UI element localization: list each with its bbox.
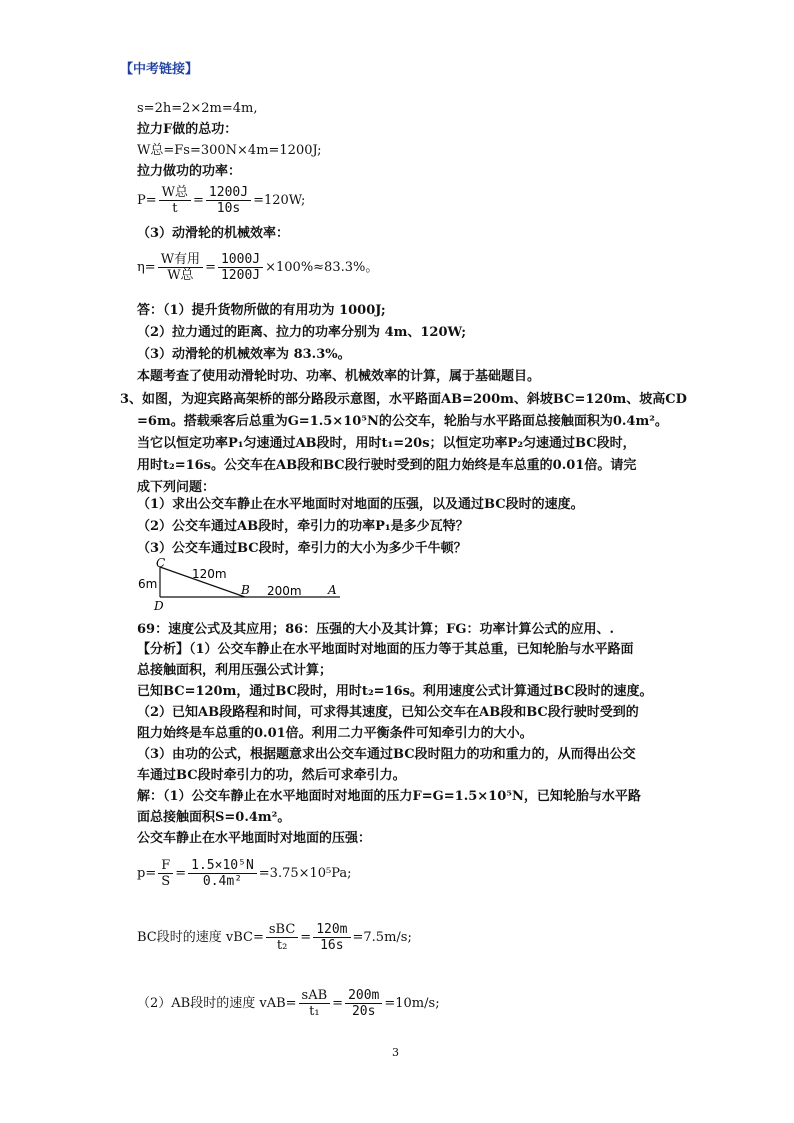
fraction (159, 185, 191, 216)
numerator: 200m (345, 988, 382, 1004)
formula-pressure (137, 858, 352, 889)
formula-text: = (332, 996, 344, 1011)
denominator: 1200J (220, 268, 261, 283)
label-c: C (156, 556, 166, 570)
label-cd-length: 6m (138, 577, 158, 591)
analysis-line: 已知BC=120m，通过BC段时，用时t₂=16s。利用速度公式计算通过BC段时的速度。 (137, 684, 653, 699)
numerator: 1.5×10⁵N (188, 858, 257, 874)
question-line: （3）公交车通过BC段时，牵引力的大小为多少千牛顿？ (137, 541, 467, 556)
text-line: W总=Fs=300N×4m=1200J; (137, 143, 322, 158)
numerator: 1000J (218, 252, 263, 268)
fraction (313, 922, 350, 953)
fraction (158, 858, 173, 889)
slope-diagram (130, 555, 360, 615)
question-line: 3、如图，为迎宾路高架桥的部分路段示意图，水平路面AB=200m、斜坡BC=120m、坡高CD (120, 392, 687, 407)
formula-text: ×100%≈83.3%。 (265, 260, 379, 275)
text-line: （3）动滑轮的机械效率为 83.3%。 (137, 347, 351, 362)
numerator: W有用 (158, 252, 203, 268)
fraction (188, 858, 257, 889)
denominator: 0.4m² (202, 874, 243, 889)
label-ab-length: 200m (267, 584, 302, 598)
question-line: （2）公交车通过AB段时，牵引力的功率P₁是多少瓦特？ (137, 519, 469, 534)
solution-line: 面总接触面积S=0.4m²。 (137, 810, 291, 825)
numerator: W总 (159, 185, 191, 201)
text-line: （2）拉力通过的距离、拉力的功率分别为 4m、120W; (137, 325, 467, 340)
label-bc-length: 120m (192, 567, 227, 581)
denominator: S (161, 874, 171, 889)
formula-text: = (175, 866, 187, 881)
formula-velocity-ab (137, 988, 440, 1019)
formula-text: =10m/s; (384, 996, 440, 1011)
knowledge-line: 69：速度公式及其应用；86：压强的大小及其计算；FG：功率计算公式的应用、. (137, 622, 615, 637)
analysis-line: 阻力始终是车总重的0.01倍。利用二力平衡条件可知牵引力的大小。 (137, 726, 533, 741)
label-d: D (154, 599, 164, 613)
fraction (345, 988, 382, 1019)
denominator: t (172, 201, 178, 216)
question-line: =6m。搭载乘客后总重为G=1.5×10⁵N的公交车，轮胎与水平路面总接触面积为0.4m²。 (137, 414, 668, 429)
page-number: 3 (392, 1046, 399, 1059)
question-line: 当它以恒定功率P₁匀速通过AB段时，用时t₁=20s；以恒定功率P₂匀速通过BC段时， (137, 436, 636, 451)
label-b: B (241, 583, 250, 597)
label-a: A (328, 583, 337, 597)
fraction (266, 922, 298, 953)
denominator: t₂ (276, 938, 288, 953)
text-line: s=2h=2×2m=4m, (137, 101, 258, 116)
fraction (218, 252, 263, 283)
fraction (206, 185, 251, 216)
analysis-line: 【分析】（1）公交车静止在水平地面时对地面的压力等于其总重，已知轮胎与水平路面 (137, 642, 634, 657)
formula-text: =3.75×10⁵Pa; (258, 866, 352, 881)
fraction (299, 988, 331, 1019)
denominator: t₁ (309, 1004, 320, 1019)
formula-efficiency (137, 252, 378, 283)
numerator: sAB (299, 988, 331, 1004)
text-line: 拉力做功的功率： (137, 164, 242, 179)
formula-text: （2）AB段时的速度 vAB= (137, 996, 297, 1011)
numerator: 1200J (206, 185, 251, 201)
section-header: 【中考链接】 (120, 62, 199, 77)
denominator: W总 (167, 268, 194, 283)
numerator: sBC (266, 922, 298, 938)
formula-power (137, 185, 305, 216)
denominator: 20s (351, 1004, 376, 1019)
formula-text: η= (137, 260, 156, 275)
text-line: 答：（1）提升货物所做的有用功为 1000J; (137, 303, 386, 318)
analysis-line: （2）已知AB段路程和时间，可求得其速度，已知公交车在AB段和BC段行驶时受到的 (137, 705, 639, 720)
solution-line: 公交车静止在水平地面时对地面的压强： (137, 831, 372, 846)
formula-text: = (205, 260, 216, 275)
analysis-line: 总接触面积，利用压强公式计算； (137, 663, 333, 678)
formula-text: =7.5m/s; (352, 930, 412, 945)
formula-text: BC段时的速度 vBC= (137, 930, 264, 945)
formula-text: P= (137, 193, 157, 208)
analysis-line: （3）由功的公式，根据题意求出公交车通过BC段时阻力的功和重力的，从而得出公交 (137, 747, 636, 762)
fraction (158, 252, 203, 283)
analysis-line: 车通过BC段时牵引力的功，然后可求牵引力。 (137, 768, 406, 783)
formula-text: = (300, 930, 312, 945)
solution-line: 解：（1）公交车静止在水平地面时对地面的压力F=G=1.5×10⁵N，已知轮胎与水平路 (137, 789, 641, 804)
formula-text: = (193, 193, 204, 208)
question-line: （1）求出公交车静止在水平地面时对地面的压强，以及通过BC段时的速度。 (137, 497, 584, 512)
question-line: 成下列问题： (137, 480, 216, 495)
numerator: 120m (313, 922, 350, 938)
text-line: （3）动滑轮的机械效率： (137, 226, 290, 241)
text-line: 拉力F做的总功： (137, 122, 238, 137)
formula-text: =120W; (253, 193, 306, 208)
denominator: 16s (320, 938, 344, 953)
numerator: F (158, 858, 173, 874)
text-line: 本题考查了使用动滑轮时功、功率、机械效率的计算，属于基础题目。 (137, 369, 541, 384)
denominator: 10s (216, 201, 241, 216)
formula-velocity-bc (137, 922, 412, 953)
question-line: 用时t₂=16s。公交车在AB段和BC段行驶时受到的阻力始终是车总重的0.01倍。请完 (137, 458, 637, 473)
formula-text: p= (137, 866, 157, 881)
